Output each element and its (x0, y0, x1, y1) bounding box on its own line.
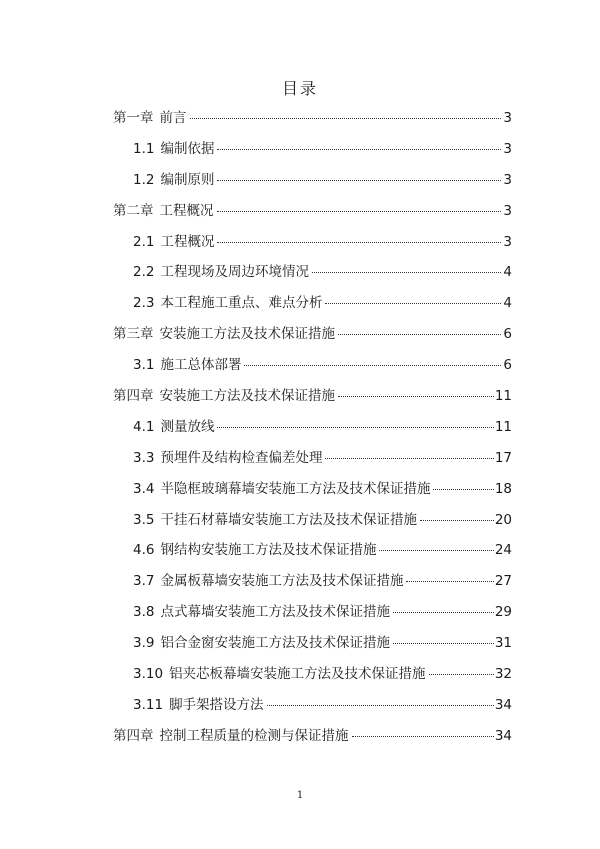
toc-entry-page-number: 34 (494, 696, 512, 713)
toc-entry-label: 预埋件及结构检查偏差处理 (160, 449, 323, 466)
toc-dot-leader (190, 118, 502, 119)
toc-entry-label: 点式幕墙安装施工方法及技术保证措施 (160, 604, 390, 621)
toc-entry-number: 第二章 (113, 202, 154, 219)
toc-entry-label: 测量放线 (160, 418, 215, 435)
toc-dot-leader (338, 396, 494, 397)
toc-entry-page-number: 3 (503, 171, 512, 188)
toc-entry-label: 铝夹芯板幕墙安装施工方法及技术保证措施 (169, 666, 426, 683)
toc-entry-number: 3.11 (133, 696, 164, 713)
toc-entry-page-number: 29 (494, 604, 512, 621)
toc-dot-leader (217, 180, 501, 181)
toc-entry-page-number: 34 (494, 727, 512, 744)
toc-entry-label: 编制依据 (160, 140, 215, 157)
toc-entry-number: 第四章 (113, 388, 154, 405)
toc-section-entry[interactable] (113, 662, 512, 693)
toc-entry-number: 1.2 (133, 171, 155, 188)
toc-entry-page-number: 6 (503, 357, 512, 374)
toc-entry-number: 3.4 (133, 480, 155, 497)
toc-entry-label: 施工总体部署 (160, 357, 242, 374)
toc-chapter-entry[interactable] (113, 106, 512, 137)
toc-dot-leader (393, 612, 494, 613)
toc-entry-page-number: 20 (494, 511, 512, 528)
toc-entry-label: 铝合金窗安装施工方法及技术保证措施 (160, 635, 390, 652)
toc-entry-label: 工程现场及周边环境情况 (160, 264, 309, 281)
toc-title: 目录 (281, 79, 318, 98)
toc-entry-label: 工程概况 (159, 202, 214, 219)
toc-entry-label: 安装施工方法及技术保证措施 (159, 326, 335, 343)
toc-section-entry[interactable] (113, 477, 512, 508)
toc-section-entry[interactable] (113, 600, 512, 631)
toc-dot-leader (420, 520, 494, 521)
toc-entry-page-number: 24 (494, 542, 512, 559)
toc-entry-label: 半隐框玻璃幕墙安装施工方法及技术保证措施 (160, 480, 431, 497)
toc-entry-number: 4.1 (133, 418, 155, 435)
toc-entry-number: 4.6 (133, 542, 155, 559)
toc-dot-leader (429, 674, 494, 675)
toc-dot-leader (393, 643, 494, 644)
toc-entry-page-number: 6 (503, 326, 512, 343)
toc-section-entry[interactable] (113, 137, 512, 168)
toc-dot-leader (217, 427, 493, 428)
toc-entry-label: 编制原则 (160, 171, 215, 188)
toc-dot-leader (325, 303, 501, 304)
toc-entry-page-number: 3 (503, 202, 512, 219)
toc-entry-page-number: 3 (503, 233, 512, 250)
toc-section-entry[interactable] (113, 508, 512, 539)
toc-entry-label: 金属板幕墙安装施工方法及技术保证措施 (160, 573, 404, 590)
toc-dot-leader (379, 550, 493, 551)
toc-list (113, 106, 512, 755)
toc-entry-number: 3.3 (133, 449, 155, 466)
toc-dot-leader (267, 705, 494, 706)
toc-chapter-entry[interactable] (113, 724, 512, 755)
toc-dot-leader (217, 242, 501, 243)
toc-entry-page-number: 31 (494, 635, 512, 652)
toc-section-entry[interactable] (113, 446, 512, 477)
toc-dot-leader (338, 334, 501, 335)
toc-chapter-entry[interactable] (113, 384, 512, 415)
toc-dot-leader (433, 489, 493, 490)
toc-chapter-entry[interactable] (113, 199, 512, 230)
toc-section-entry[interactable] (113, 230, 512, 261)
toc-entry-number: 3.9 (133, 635, 155, 652)
toc-entry-page-number: 4 (503, 295, 512, 312)
toc-entry-number: 3.7 (133, 573, 155, 590)
toc-entry-number: 第四章 (113, 727, 154, 744)
toc-entry-number: 2.2 (133, 264, 155, 281)
toc-entry-number: 3.8 (133, 604, 155, 621)
toc-entry-page-number: 3 (503, 140, 512, 157)
toc-entry-label: 钢结构安装施工方法及技术保证措施 (160, 542, 377, 559)
toc-entry-page-number: 3 (503, 110, 512, 126)
toc-entry-number: 第三章 (113, 326, 154, 343)
toc-section-entry[interactable] (113, 291, 512, 322)
toc-entry-number: 2.3 (133, 295, 155, 312)
toc-entry-page-number: 18 (494, 480, 512, 497)
toc-dot-leader (406, 581, 493, 582)
toc-entry-page-number: 17 (494, 449, 512, 466)
toc-dot-leader (244, 365, 501, 366)
toc-entry-page-number: 11 (494, 388, 512, 405)
toc-entry-page-number: 11 (494, 418, 512, 435)
toc-entry-page-number: 32 (494, 666, 512, 683)
toc-entry-label: 前言 (159, 110, 187, 126)
toc-section-entry[interactable] (113, 415, 512, 446)
toc-dot-leader (217, 149, 501, 150)
page-number: 1 (296, 790, 304, 801)
toc-entry-label: 工程概况 (160, 233, 215, 250)
toc-section-entry[interactable] (113, 353, 512, 384)
toc-entry-number: 2.1 (133, 233, 155, 250)
toc-entry-number: 3.1 (133, 357, 155, 374)
toc-entry-label: 干挂石材幕墙安装施工方法及技术保证措施 (160, 511, 417, 528)
toc-entry-label: 本工程施工重点、难点分析 (160, 295, 323, 312)
toc-entry-label: 安装施工方法及技术保证措施 (159, 388, 335, 405)
toc-dot-leader (312, 272, 501, 273)
toc-chapter-entry[interactable] (113, 322, 512, 353)
toc-section-entry[interactable] (113, 569, 512, 600)
toc-entry-number: 3.5 (133, 511, 155, 528)
toc-entry-page-number: 27 (494, 573, 512, 590)
toc-dot-leader (217, 211, 502, 212)
toc-entry-label: 控制工程质量的检测与保证措施 (159, 727, 349, 744)
toc-section-entry[interactable] (113, 538, 512, 569)
toc-dot-leader (325, 458, 493, 459)
toc-entry-number: 1.1 (133, 140, 155, 157)
toc-entry-number: 3.10 (133, 666, 164, 683)
toc-section-entry[interactable] (113, 631, 512, 662)
toc-section-entry[interactable] (113, 260, 512, 291)
toc-section-entry[interactable] (113, 693, 512, 724)
toc-entry-number: 第一章 (113, 110, 154, 126)
toc-entry-label: 脚手架搭设方法 (169, 696, 264, 713)
toc-dot-leader (352, 736, 494, 737)
toc-entry-page-number: 4 (503, 264, 512, 281)
toc-section-entry[interactable] (113, 168, 512, 199)
